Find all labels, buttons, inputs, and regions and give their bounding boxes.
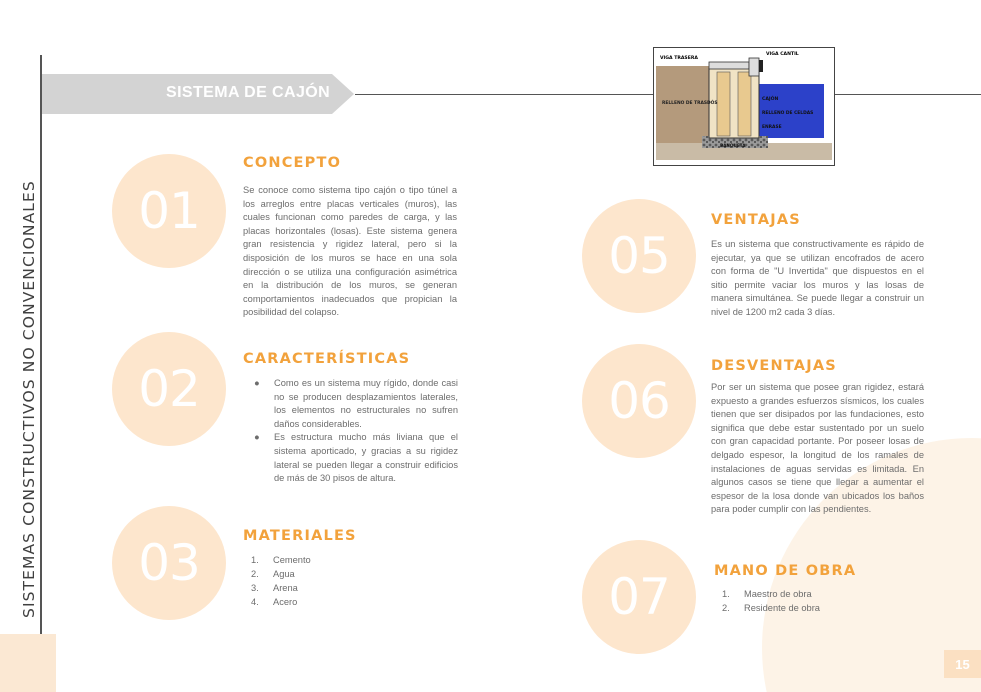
caisson-diagram-svg xyxy=(654,48,834,165)
heading-mano-de-obra: MANO DE OBRA xyxy=(714,563,857,579)
label-relleno-trasdos: RELLENO DE TRASDÓS xyxy=(662,101,718,106)
text-concepto: Se conoce como sistema tipo cajón o tipo túnel a los arreglos entre placas verticales (muros), las cuales funcionan como paredes de carga, y las placas horizontales (losas). Este sistema genera gran resistencia y rigidez lateral, pero si la disposición de los muros se hace en una sola dirección o se utiliza una configuración asimétrica en la distribución de los muros, se generan comportamientos inadecuados que propician la posibilidad del colapso. xyxy=(243,185,457,318)
item-label: Residente de obra xyxy=(744,603,820,613)
text-desventajas: Por ser un sistema que posee gran rigidez, estará expuesto a grandes esfuerzos sísmicos, los cuales tienen que ser disipados por las fundaciones, esto significa que debe estar sustentado por un suelo con gran capacidad portante. Por poseer losas de delgado espesor, la longitud de los ramales de instalaciones de aguas servidas es limitada. En algunos casos se tiene que llegar a aumentar el espesor de la losa donde van ubicados los baños para poder cumplir con las pendientes. xyxy=(711,382,924,515)
number-circle-01: 01 xyxy=(112,154,226,268)
list-item xyxy=(244,431,458,485)
label-viga-trasera: VIGA TRASERA xyxy=(660,56,698,61)
item-number: 1. xyxy=(722,589,730,599)
page-number: 15 xyxy=(944,650,981,678)
item-number: 4. xyxy=(251,597,259,607)
text-ventajas: Es un sistema que constructivamente es rápido de ejecutar, ya que se utilizan encofrados de acero con forma de "U Invertida" que dispuestos en el sitio permite vaciar los muros y las losas de manera simultánea. Se puede llegar a construir un nivel de 1200 m2 cada 3 días. xyxy=(711,239,924,317)
list-item-text: Como es un sistema muy rígido, donde casi no se producen desplazamientos laterales, los elementos no estructurales no sufren daños considerables. xyxy=(274,378,458,429)
header-rule-right xyxy=(823,94,981,95)
list-item xyxy=(714,587,894,601)
side-vertical-rule xyxy=(40,55,42,670)
list-item xyxy=(243,567,403,581)
list-caracteristicas xyxy=(244,377,458,486)
label-viga-cantil: VIGA CANTIL xyxy=(766,52,799,57)
label-banqueta: BANQUETA xyxy=(720,143,746,148)
item-number: 3. xyxy=(251,583,259,593)
item-label: Agua xyxy=(273,569,295,579)
item-label: Maestro de obra xyxy=(744,589,812,599)
caisson-cell-1 xyxy=(717,72,730,136)
bullet: ● xyxy=(254,432,260,443)
rear-beam xyxy=(709,62,749,69)
item-label: Acero xyxy=(273,597,298,607)
list-item xyxy=(714,601,894,615)
caisson-cell-2 xyxy=(738,72,751,136)
header-rule xyxy=(355,94,655,95)
label-cajon: CAJÓN xyxy=(762,97,779,102)
item-number: 2. xyxy=(722,603,730,613)
heading-concepto: CONCEPTO xyxy=(243,155,342,171)
fender xyxy=(759,60,763,72)
number-circle-02: 02 xyxy=(112,332,226,446)
page-title: SISTEMA DE CAJÓN xyxy=(166,84,331,101)
item-label: Arena xyxy=(273,583,298,593)
list-item xyxy=(244,377,458,431)
list-item xyxy=(243,553,403,567)
list-item-text: Es estructura mucho más liviana que el sistema aporticado, y gracias a su rigidez lateral se pueden llegar a construir edificios de más de 30 pisos de altura. xyxy=(274,432,458,484)
list-item xyxy=(243,581,403,595)
list-materiales xyxy=(243,553,403,609)
item-label: Cemento xyxy=(273,555,311,565)
bullet: ● xyxy=(254,378,260,388)
number-circle-05: 05 xyxy=(582,199,696,313)
label-relleno-celdas: RELLENO DE CELDAS xyxy=(762,111,814,116)
cantilever-beam xyxy=(749,58,759,76)
list-item xyxy=(243,595,403,609)
heading-materiales: MATERIALES xyxy=(243,528,357,544)
heading-ventajas: VENTAJAS xyxy=(711,212,801,228)
heading-desventajas: DESVENTAJAS xyxy=(711,358,837,374)
list-mano-de-obra xyxy=(714,587,894,615)
caisson-diagram xyxy=(653,47,835,166)
side-title: SISTEMAS CONSTRUCTIVOS NO CONVENCIONALES xyxy=(20,180,38,618)
label-enrase: ENRASE xyxy=(762,125,782,130)
number-circle-03: 03 xyxy=(112,506,226,620)
heading-caracteristicas: CARACTERÍSTICAS xyxy=(243,351,411,367)
corner-block xyxy=(0,634,56,692)
item-number: 2. xyxy=(251,569,259,579)
number-circle-06: 06 xyxy=(582,344,696,458)
item-number: 1. xyxy=(251,555,259,565)
number-circle-07: 07 xyxy=(582,540,696,654)
